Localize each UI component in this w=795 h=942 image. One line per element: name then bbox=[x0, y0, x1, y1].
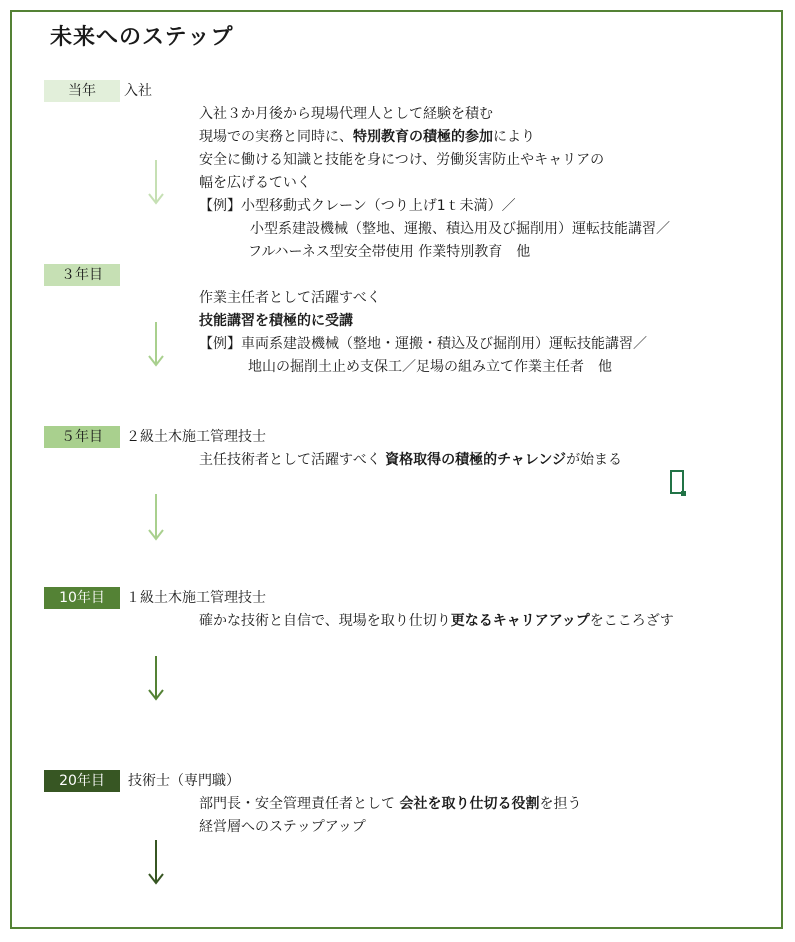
down-arrow-icon bbox=[146, 654, 166, 702]
down-arrow-icon bbox=[146, 492, 166, 542]
stage-line: 幅を広げるていく bbox=[199, 175, 311, 191]
emphasis-text: 技能講習を積極的に受講 bbox=[199, 313, 353, 329]
stage-line: 作業主任者として活躍すべく bbox=[199, 290, 381, 306]
emphasis-text: 資格取得の積極的チャレンジ bbox=[385, 452, 567, 468]
stage-label-year0: 当年 bbox=[44, 80, 120, 102]
stage-line: 現場での実務と同時に、特別教育の積極的参加により bbox=[199, 129, 535, 145]
stage-line: 入社３か月後から現場代理人として経験を積む bbox=[199, 106, 493, 122]
stage-line: 確かな技術と自信で、現場を取り仕切り更なるキャリアアップをこころざす bbox=[199, 613, 674, 629]
stage-label-year20: 20年目 bbox=[44, 770, 120, 792]
down-arrow-icon bbox=[146, 838, 166, 886]
stage-label-year10: 10年目 bbox=[44, 587, 120, 609]
stage-label-year5: ５年目 bbox=[44, 426, 120, 448]
stage-line: 【例】車両系建設機械（整地・運搬・積込及び掘削用）運転技能講習／ bbox=[199, 336, 647, 352]
stage-line: 【例】小型移動式クレーン（つり上げ1ｔ未満）／ bbox=[199, 198, 516, 214]
emphasis-text: 会社を取り仕切る役割 bbox=[399, 796, 540, 812]
down-arrow-icon bbox=[146, 320, 166, 368]
stage-line: 部門長・安全管理責任者として 会社を取り仕切る役割を担う bbox=[199, 796, 582, 812]
stage-line: 安全に働ける知識と技能を身につけ、労働災害防止やキャリアの bbox=[199, 152, 605, 168]
stage-line bbox=[199, 310, 353, 332]
down-arrow-icon bbox=[146, 158, 166, 206]
stage-heading-year5: ２級土木施工管理技士 bbox=[126, 429, 266, 445]
stage-heading-year0: 入社 bbox=[124, 83, 152, 99]
page-title: 未来へのステップ bbox=[50, 25, 234, 50]
stage-line: フルハーネス型安全帯使用 作業特別教育 他 bbox=[248, 244, 531, 260]
stage-line: 主任技術者として活躍すべく 資格取得の積極的チャレンジが始まる bbox=[199, 452, 623, 468]
stage-line: 小型系建設機械（整地、運搬、積込用及び掘削用）運転技能講習／ bbox=[250, 221, 670, 237]
emphasis-text: 特別教育の積極的参加 bbox=[353, 129, 493, 145]
stage-label-year3: ３年目 bbox=[44, 264, 120, 286]
stage-heading-year20: 技術士（専門職） bbox=[128, 773, 240, 789]
cell-cursor[interactable] bbox=[670, 470, 684, 494]
emphasis-text: 更なるキャリアアップ bbox=[450, 613, 590, 629]
stage-line: 経営層へのステップアップ bbox=[199, 819, 366, 835]
stage-line: 地山の掘削土止め支保工／足場の組み立て作業主任者 他 bbox=[248, 359, 612, 375]
stage-heading-year10: １級土木施工管理技士 bbox=[126, 590, 266, 606]
